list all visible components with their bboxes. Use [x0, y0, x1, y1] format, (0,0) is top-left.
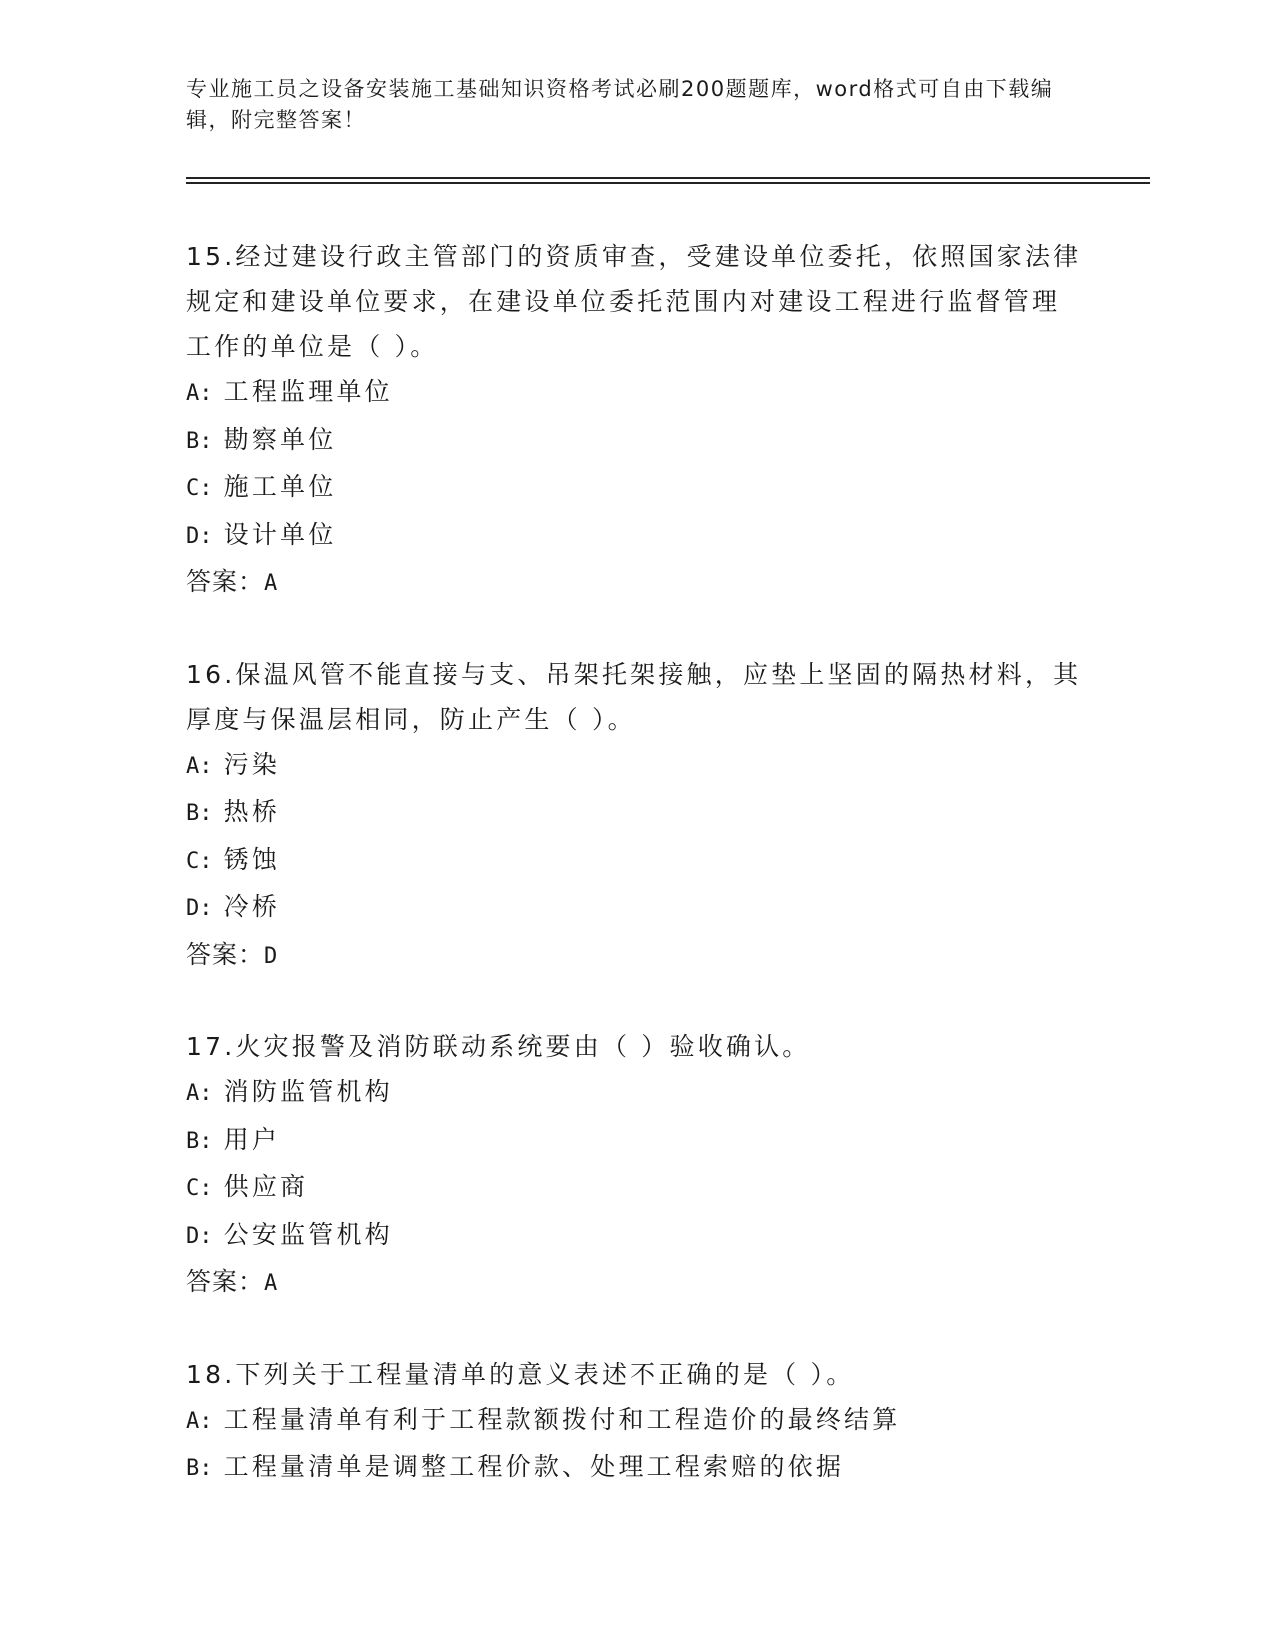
option-letter: B:: [186, 428, 213, 454]
answer-value: D: [264, 943, 279, 969]
option-text: 污染: [223, 749, 281, 779]
option-d: [186, 1212, 1086, 1260]
option-a: [186, 742, 1086, 790]
option-letter: D:: [186, 1223, 213, 1249]
answer-line: [186, 1259, 1086, 1307]
answer-value: A: [264, 1271, 279, 1296]
answer-label: 答案：: [186, 567, 265, 596]
option-d: [186, 884, 1086, 932]
question-18: [186, 1352, 1086, 1492]
question-15: [186, 234, 1086, 607]
answer-line: [186, 559, 1086, 607]
option-text: 勘察单位: [223, 424, 337, 454]
question-text: 16.保温风管不能直接与支、吊架托架接触，应垫上坚固的隔热材料，其厚度与保温层相同，防止产生（ ）。: [186, 659, 1082, 734]
option-c: [186, 837, 1086, 885]
question-17: [186, 1024, 1086, 1307]
option-b: [186, 417, 1086, 465]
option-letter: C:: [186, 848, 213, 874]
question-16: [186, 652, 1086, 980]
option-letter: B:: [186, 801, 213, 826]
option-c: [186, 1164, 1086, 1212]
option-text: 公安监管机构: [223, 1219, 393, 1249]
document-header: 专业施工员之设备安装施工基础知识资格考试必刷200题题库，word格式可自由下载编辑，附完整答案！: [186, 77, 1054, 132]
question-text: 15.经过建设行政主管部门的资质审查，受建设单位委托，依照国家法律规定和建设单位要求，在建设单位委托范围内对建设工程进行监督管理工作的单位是（ ）。: [186, 242, 1082, 361]
option-b: [186, 789, 1086, 837]
option-text: 工程量清单是调整工程价款、处理工程索赔的依据: [223, 1452, 845, 1481]
question-list: [186, 234, 1086, 1537]
option-text: 施工单位: [223, 472, 337, 501]
option-letter: C:: [186, 1176, 213, 1201]
option-text: 供应商: [223, 1172, 309, 1201]
option-text: 用户: [223, 1124, 281, 1154]
question-text: 18.下列关于工程量清单的意义表述不正确的是（ ）。: [186, 1359, 855, 1389]
option-letter: A:: [186, 1408, 213, 1434]
option-letter: D:: [186, 896, 213, 921]
option-a: [186, 1397, 1086, 1445]
option-c: [186, 464, 1086, 512]
answer-line: [186, 932, 1086, 980]
answer-label: 答案：: [186, 1267, 265, 1296]
answer-value: A: [264, 571, 279, 596]
header-divider-top: [186, 177, 1150, 179]
option-text: 设计单位: [223, 519, 337, 549]
option-letter: D:: [186, 523, 213, 549]
option-letter: A:: [186, 1081, 213, 1106]
option-text: 工程量清单有利于工程款额拨付和工程造价的最终结算: [223, 1404, 901, 1434]
option-text: 锈蚀: [223, 844, 281, 874]
option-text: 消防监管机构: [223, 1077, 393, 1106]
option-letter: B:: [186, 1128, 213, 1154]
option-b: [186, 1444, 1086, 1492]
option-a: [186, 369, 1086, 417]
option-text: 工程监理单位: [223, 377, 393, 406]
option-text: 冷桥: [223, 892, 281, 921]
option-letter: C:: [186, 476, 213, 501]
option-letter: A:: [186, 381, 213, 406]
option-a: [186, 1069, 1086, 1117]
question-text: 17.火灾报警及消防联动系统要由（ ）验收确认。: [186, 1032, 811, 1061]
option-letter: B:: [186, 1456, 213, 1481]
option-b: [186, 1117, 1086, 1165]
option-text: 热桥: [223, 797, 281, 826]
header-divider-bottom: [186, 182, 1150, 184]
option-letter: A:: [186, 753, 213, 779]
option-d: [186, 512, 1086, 560]
answer-label: 答案：: [186, 939, 265, 969]
